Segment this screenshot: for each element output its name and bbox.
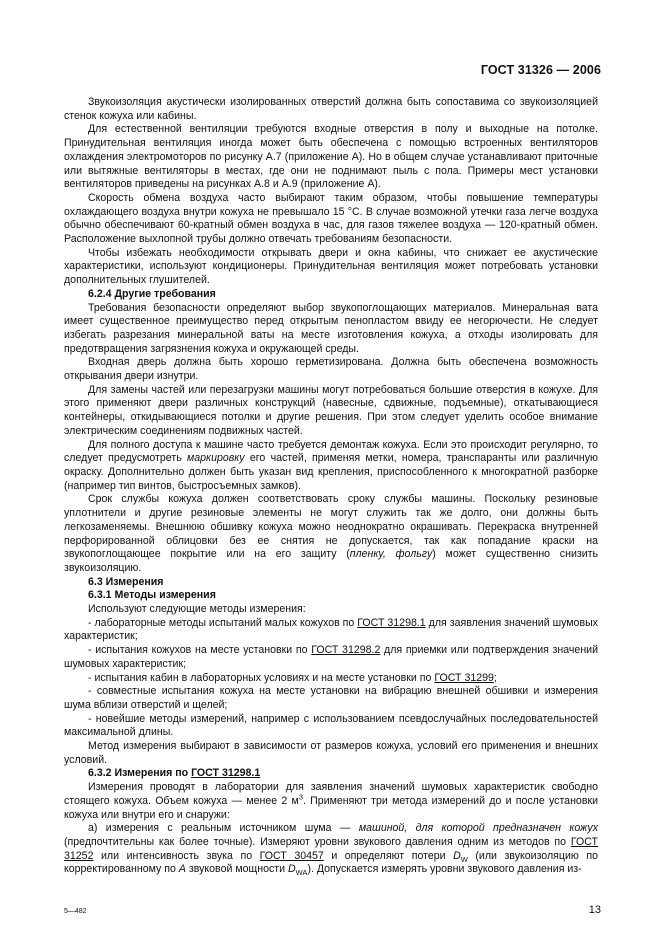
text-run: (предпочтительны как более точные). Измеряют уровни звукового давления одним из методов по xyxy=(64,835,571,848)
text-run: . Применяют три метода измерений до и после установки кожуха или внутри его и снаружи: xyxy=(64,794,598,821)
paragraph xyxy=(64,493,598,575)
standard-link[interactable]: ГОСТ 31298.1 xyxy=(357,616,426,629)
text-run: - лабораторные методы испытаний малых кожухов по xyxy=(88,616,358,629)
section-heading-6-3-1: 6.3.1 Методы измерения xyxy=(88,589,216,602)
paragraph: Скорость обмена воздуха часто выбирают таким образом, чтобы повышение температуры охлаждающего воздуха внутри кожуха не превышало 15 °С. В случае возможной утечки газа легче воздуха обычно обеспечивают 60-кратный обмен воздуха в час, для газов тяжелее воздуха — 120-кратный обмен. Расположение выхлопной трубы должно отвечать требованиям безопасности. xyxy=(64,191,598,246)
italic-text: машиной, для которой предназначен кожух xyxy=(358,822,599,835)
paragraph xyxy=(64,822,598,877)
paragraph: Для замены частей или перезагрузки машины могут потребоваться большие отверстия в кожухе. Для этого применяют двери различных конструкций (навесные, сдвижные, подъемные), откатывающиеся контейнеры, откидывающиеся потолки и другие решения. При этом следует уделить особое внимание электрическим соединениям подвижных частей. xyxy=(64,383,598,437)
italic-symbol: D xyxy=(287,863,296,876)
standard-link[interactable]: ГОСТ 31298.2 xyxy=(311,644,381,657)
list-item xyxy=(64,644,598,671)
text-run: для приемки или подтверждения значений шумовых характеристик; xyxy=(64,644,599,670)
list-item: - новейшие методы измерений, например с использованием псевдослучайных последовательностей максимальной длины. xyxy=(64,712,598,739)
text-run: или интенсивность звука по xyxy=(93,849,260,862)
text-run: ). Допускается измерять уровни звукового давления из- xyxy=(307,863,582,876)
italic-symbol: А xyxy=(178,863,186,876)
paragraph: Для естественной вентиляции требуются входные отверстия в полу и выходные на потолке. Принудительная вентиляция иногда может быть обеспечена с помощью встроенных вентиляторов охлаждения электромоторов по рисунку А.7 (приложение А). Но в общем случае устанавливают приточные или вытяжные вентиляторы в местах, где они не поднимают пыль с пола. Примеры мест установки вентиляторов приведены на рисунках А.8 и А.9 (приложение А). xyxy=(64,123,598,191)
paragraph: Входная дверь должна быть хорошо герметизирована. Должна быть обеспечена возможность открывания двери изнутри. xyxy=(64,356,598,383)
section-heading-6-2-4: 6.2.4 Другие требования xyxy=(88,287,216,300)
text-run: - испытания кожухов на месте установки по xyxy=(88,644,312,657)
text-run: Измерения проводят в лаборатории для заявления значений шумовых характеристик свободно стоящего кожуха. Объем кожуха — менее 2 м xyxy=(64,781,598,807)
paragraph xyxy=(64,781,598,822)
page-number: 13 xyxy=(588,904,601,916)
text-run: Срок службы кожуха должен соответствовать сроку службы машины. Поскольку резиновые уплотнители и другие резиновые элементы не могут служить так же долго, они должны быть легкозаменяемы. Внешнюю обшивку кожуха можно неоднократно окрашивать. Перекраска внутренней перфорированной облицовки без ее снятия не допускается, так как попадание краски на звукопоглощающее покрытие или на его защиту ( xyxy=(64,493,598,561)
list-item xyxy=(64,672,598,686)
italic-text: маркировку xyxy=(187,452,245,465)
paragraph: Метод измерения выбирают в зависимости от размеров кожуха, условий его применения и внешних условий. xyxy=(64,740,598,766)
document-header-title: ГОСТ 31326 — 2006 xyxy=(480,63,601,77)
document-body xyxy=(64,96,598,877)
italic-text: пленку, фольгу xyxy=(349,548,433,561)
section-heading-6-3-2 xyxy=(64,767,598,781)
text-run: его частей, применяя метки, номера, транспаранты или различную окраску. Дополнительно должен быть указан вид крепления, приспособленного к многократной разборке (например тип винтов, быстросъемных замков). xyxy=(64,452,598,492)
paragraph xyxy=(64,439,598,494)
text-run: ) может существенно снизить звукоизоляцию. xyxy=(64,548,599,574)
text-run: ; xyxy=(493,671,497,684)
text-run: и определяют потери xyxy=(323,849,454,862)
text-run: Для полного доступа к машине часто требуется демонтаж кожуха. Если это происходит регулярно, то следует предусмотреть xyxy=(64,438,598,465)
list-item xyxy=(64,617,598,644)
superscript: 3 xyxy=(298,792,303,802)
subscript: WA xyxy=(295,868,308,878)
standard-link[interactable]: ГОСТ 31299 xyxy=(434,671,494,684)
paragraph: Звукоизоляция акустически изолированных отверстий должна быть сопоставима со звукоизоляцией стенок кожуха или кабины. xyxy=(64,96,598,122)
footer-print-code: 5—482 xyxy=(64,908,87,915)
section-heading-6-3: 6.3 Измерения xyxy=(88,575,164,588)
standard-link[interactable]: ГОСТ 31298.1 xyxy=(191,767,261,780)
text-run: 6.3.2 Измерения по xyxy=(88,767,192,780)
text-run: для заявления значений шумовых характеристик; xyxy=(64,616,598,643)
standard-link[interactable]: ГОСТ 30457 xyxy=(259,849,324,862)
standard-link[interactable]: ГОСТ 31252 xyxy=(64,835,598,862)
text-run: - испытания кабин в лабораторных условиях и на месте установки по xyxy=(88,671,435,684)
text-run: звуковой мощности xyxy=(185,863,288,876)
paragraph: Используют следующие методы измерения: xyxy=(88,603,306,616)
text-run: (или звукоизоляцию по корректированному по xyxy=(64,849,598,876)
list-item: - совместные испытания кожуха на месте установки на вибрацию внешней обшивки и измерения шума вблизи отверстий и щелей; xyxy=(64,685,598,711)
subscript: W xyxy=(460,854,468,864)
text-run: а) измерения с реальным источником шума — xyxy=(88,822,359,835)
paragraph: Требования безопасности определяют выбор звукопоглощающих материалов. Минеральная вата имеет существенное преимущество перед открытым пенопластом ввиду ее негорючести. Не следует избегать разрезания минеральной ваты на месте изготовления кожуха, а отходы изолировать для предотвращения загрязнения кожуха и окружающей среды. xyxy=(64,301,598,355)
paragraph: Чтобы избежать необходимости открывать двери и окна кабины, что снижает ее акустические характеристики, используют кондиционеры. Принудительная вентиляция может потребовать установки дополнительных глушителей. xyxy=(64,246,598,287)
italic-symbol: D xyxy=(453,849,461,862)
